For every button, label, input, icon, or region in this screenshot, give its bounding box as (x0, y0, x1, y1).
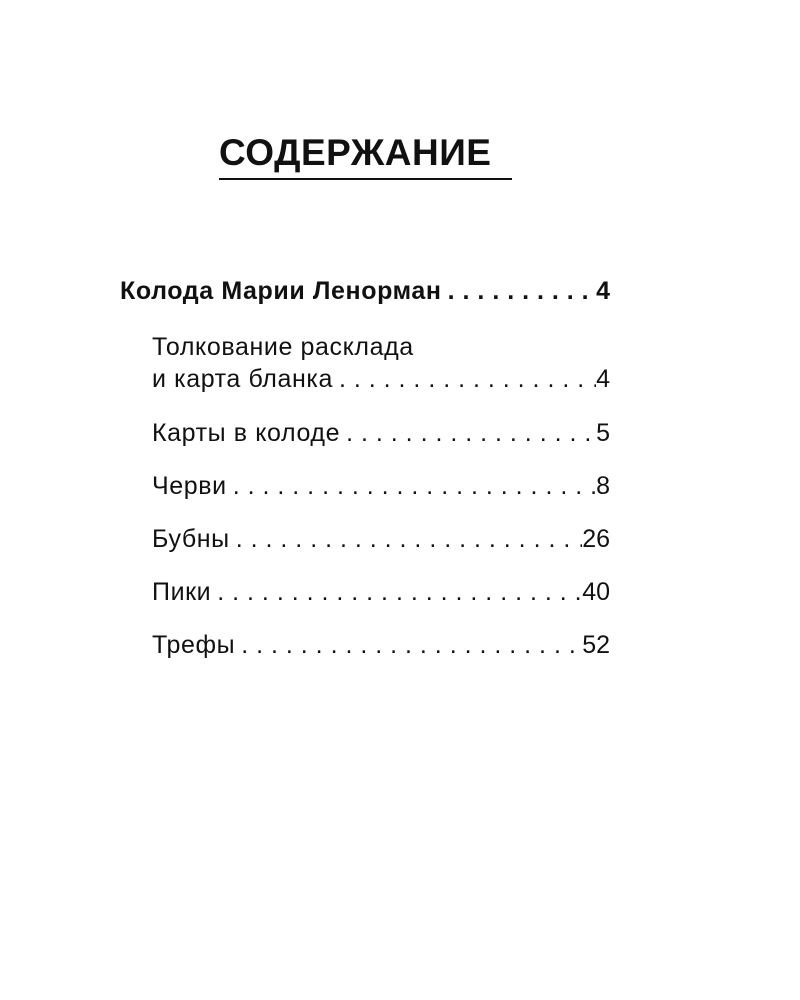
toc-entry-label: Трефы (152, 631, 236, 659)
dot-leader (340, 418, 596, 448)
dot-leader (230, 524, 582, 554)
toc-entry-hearts (152, 471, 610, 501)
toc-entry-label: Черви (152, 472, 227, 500)
toc-entry-page: 5 (596, 419, 610, 447)
toc-entry-label-line1: Толкование расклада (152, 333, 414, 361)
toc-entry-label: и карта бланка (152, 365, 333, 393)
toc-entry-page: 4 (596, 277, 610, 305)
dot-leader (235, 630, 582, 660)
dot-leader (211, 577, 582, 607)
toc-entry-page: 4 (596, 365, 610, 393)
toc-entry-diamonds (152, 524, 610, 554)
toc-entry-page: 26 (582, 525, 610, 553)
toc-entry-label: Колода Марии Ленорман (120, 277, 442, 305)
toc-entry-label: Пики (152, 578, 212, 606)
toc-entry-lenormand-deck (120, 276, 610, 306)
page-title: СОДЕРЖАНИЕ (219, 132, 492, 173)
toc-entry-label: Карты в колоде (152, 419, 341, 447)
toc-entry-page: 40 (582, 578, 610, 606)
toc-entry-label: Бубны (152, 525, 230, 553)
toc-entry-cards-in-deck (152, 418, 610, 448)
dot-leader (442, 276, 596, 306)
toc-entry-page: 8 (596, 472, 610, 500)
dot-leader (227, 471, 596, 501)
toc-entry-spades (152, 577, 610, 607)
toc-entry-page: 52 (582, 631, 610, 659)
toc-entry-layout-interpretation (152, 364, 610, 394)
toc-entry-clubs (152, 630, 610, 660)
dot-leader (333, 364, 596, 394)
